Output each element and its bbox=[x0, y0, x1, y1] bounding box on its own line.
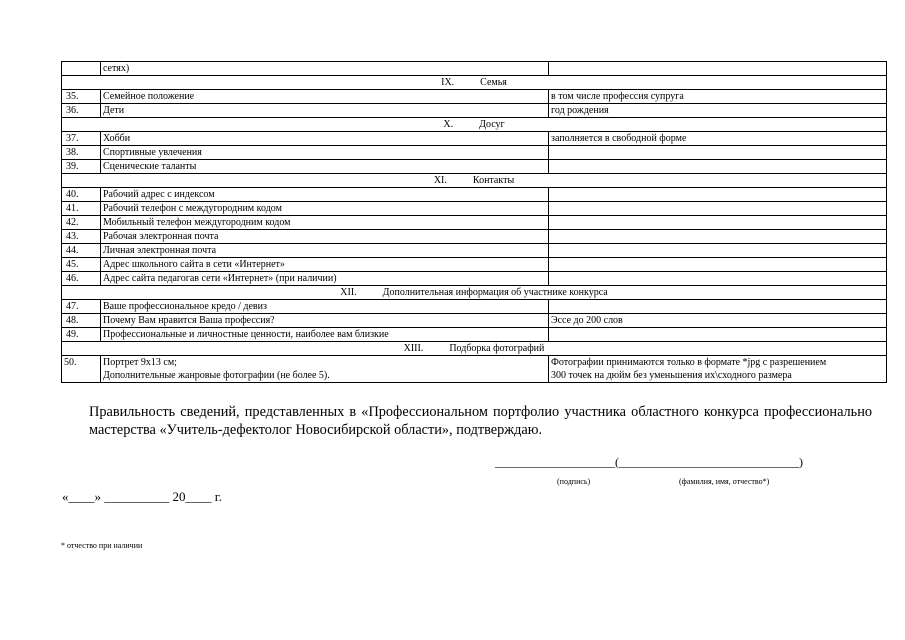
row-label-cell: Семейное положение bbox=[101, 90, 549, 104]
row-value-cell bbox=[549, 62, 887, 76]
row-label-cell: Адрес школьного сайта в сети «Интернет» bbox=[101, 258, 549, 272]
row-number-cell: 45. bbox=[62, 258, 101, 272]
section-number: XII. bbox=[340, 287, 357, 298]
row-label-cell: Почему Вам нравится Ваша профессия? bbox=[101, 314, 549, 328]
row-number-cell: 42. bbox=[62, 216, 101, 230]
table-row bbox=[62, 300, 887, 314]
section-title: Досуг bbox=[479, 119, 505, 130]
row-number-cell: 35. bbox=[62, 90, 101, 104]
table-body bbox=[62, 62, 887, 383]
table-row bbox=[62, 146, 887, 160]
section-header bbox=[62, 286, 887, 300]
row-number-cell: 41. bbox=[62, 202, 101, 216]
row-value-cell bbox=[549, 300, 887, 314]
table-row bbox=[62, 356, 887, 383]
row-value-cell bbox=[549, 230, 887, 244]
row-value-cell bbox=[549, 258, 887, 272]
table-row bbox=[62, 104, 887, 118]
row-label-cell: сетях) bbox=[101, 62, 549, 76]
section-header bbox=[62, 342, 887, 356]
row-label-cell: Дети bbox=[101, 104, 549, 118]
row-value-cell bbox=[549, 146, 887, 160]
table-row bbox=[62, 230, 887, 244]
row-value-cell bbox=[549, 216, 887, 230]
row-value-cell bbox=[549, 160, 887, 174]
row-number-cell: 47. bbox=[62, 300, 101, 314]
row-label-cell: Спортивные увлечения bbox=[101, 146, 549, 160]
row-label-cell: Сценические таланты bbox=[101, 160, 549, 174]
row-label-cell: Ваше профессиональное кредо / девиз bbox=[101, 300, 549, 314]
row-value-cell bbox=[549, 188, 887, 202]
row-label-cell: Мобильный телефон междугородним кодом bbox=[101, 216, 549, 230]
name-caption: (фамилия, имя, отчество*) bbox=[679, 477, 770, 486]
row-label-cell: Рабочий адрес с индексом bbox=[101, 188, 549, 202]
row-value-cell bbox=[549, 244, 887, 258]
section-number: XIII. bbox=[403, 343, 424, 354]
section-title: Семья bbox=[480, 77, 507, 88]
table-row bbox=[62, 314, 887, 328]
row-number-cell: 43. bbox=[62, 230, 101, 244]
section-header-row bbox=[62, 286, 887, 300]
table-row bbox=[62, 258, 887, 272]
row-value-cell bbox=[549, 272, 887, 286]
row-number-cell: 40. bbox=[62, 188, 101, 202]
signature-line: ____________________(______________________________) bbox=[495, 455, 803, 469]
table-row bbox=[62, 272, 887, 286]
table-row bbox=[62, 132, 887, 146]
section-number: X. bbox=[443, 119, 454, 130]
section-header-row bbox=[62, 342, 887, 356]
row-label-cell: Адрес сайта педагогав сети «Интернет» (при наличии) bbox=[101, 272, 549, 286]
signature-caption: (подпись) bbox=[557, 477, 591, 486]
row-value-cell: заполняется в свободной форме bbox=[549, 132, 887, 146]
cell-line: 300 точек на дюйм без уменьшения их\сходного размера bbox=[551, 370, 792, 381]
section-number: XI. bbox=[433, 175, 447, 186]
row-value-cell bbox=[549, 202, 887, 216]
section-header bbox=[62, 76, 887, 90]
table-row bbox=[62, 244, 887, 258]
row-value-cell: Эссе до 200 слов bbox=[549, 314, 887, 328]
row-number-cell: 37. bbox=[62, 132, 101, 146]
section-title: Дополнительная информация об участнике конкурса bbox=[382, 287, 608, 298]
row-number-cell: 44. bbox=[62, 244, 101, 258]
row-label-cell bbox=[101, 356, 549, 383]
section-header-row bbox=[62, 118, 887, 132]
section-header-row bbox=[62, 76, 887, 90]
section-header-row bbox=[62, 174, 887, 188]
cell-line: Фотографии принимаются только в формате *jpg с разрешением bbox=[551, 357, 827, 368]
row-value-cell: год рождения bbox=[549, 104, 887, 118]
row-number-cell: 38. bbox=[62, 146, 101, 160]
table-row bbox=[62, 188, 887, 202]
row-value-cell: в том числе профессия супруга bbox=[549, 90, 887, 104]
section-title: Контакты bbox=[472, 175, 515, 186]
row-number-cell: 36. bbox=[62, 104, 101, 118]
row-value-cell bbox=[549, 328, 887, 342]
row-label-cell: Рабочая электронная почта bbox=[101, 230, 549, 244]
table-row bbox=[62, 216, 887, 230]
table-row bbox=[62, 160, 887, 174]
row-number-cell: 39. bbox=[62, 160, 101, 174]
row-number-cell: 49. bbox=[62, 328, 101, 342]
row-label-cell: Хобби bbox=[101, 132, 549, 146]
row-label-cell: Профессиональные и личностные ценности, наиболее вам близкие bbox=[101, 328, 549, 342]
table-row bbox=[62, 90, 887, 104]
section-number: IX. bbox=[441, 77, 455, 88]
table-row bbox=[62, 202, 887, 216]
date-line: «____» __________ 20____ г. bbox=[62, 489, 222, 504]
cell-line: Дополнительные жанровые фотографии (не более 5). bbox=[103, 370, 330, 381]
row-number-cell: 46. bbox=[62, 272, 101, 286]
section-header bbox=[62, 118, 887, 132]
table-row bbox=[62, 328, 887, 342]
section-header bbox=[62, 174, 887, 188]
row-label-cell: Личная электронная почта bbox=[101, 244, 549, 258]
section-title: Подборка фотографий bbox=[449, 343, 545, 354]
row-value-cell bbox=[549, 356, 887, 383]
confirmation-text: Правильность сведений, представленных в «Профессиональном портфолио участника областного конкурса профессионально мастерства «Учитель-дефектолог Новосибирской области», подтверждаю. bbox=[89, 404, 872, 438]
row-label-cell: Рабочий телефон с междугородним кодом bbox=[101, 202, 549, 216]
row-number-cell bbox=[62, 62, 101, 76]
row-number-cell: 48. bbox=[62, 314, 101, 328]
footnote: * отчество при наличии bbox=[61, 541, 143, 550]
row-number-cell: 50. bbox=[62, 356, 101, 383]
portfolio-form-table bbox=[61, 61, 887, 383]
cell-line: Портрет 9x13 см; bbox=[103, 357, 177, 368]
table-row bbox=[62, 62, 887, 76]
